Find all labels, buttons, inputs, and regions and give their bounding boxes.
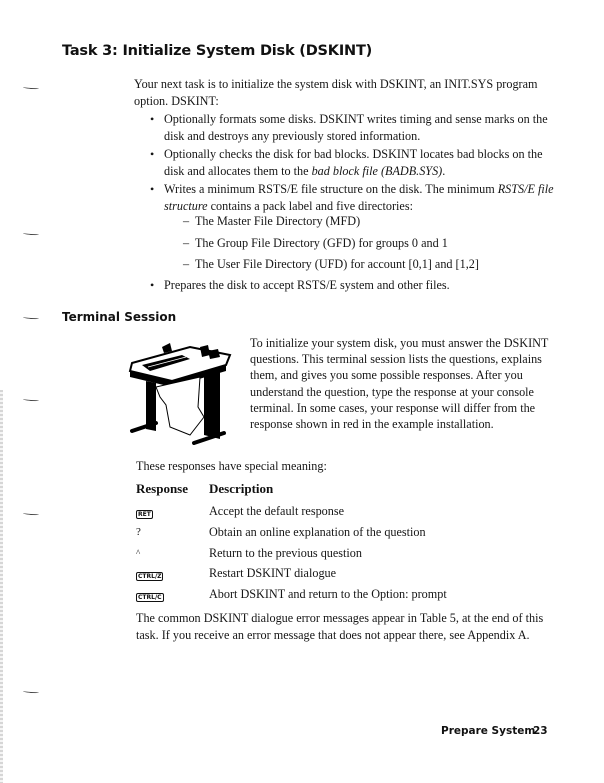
terminal-session-paragraph: To initialize your system disk, you must answer the DSKINT questions. This terminal session lists the questions, explains them, and gives you some possible responses. After you understand the question, type the response at your console terminal. In some cases, your response will differ from the response shown in red in the example installation. [250,336,549,432]
response-description: Obtain an online explanation of the question [209,525,426,539]
bullet-icon: • [150,182,155,196]
bullet-text: Prepares the disk to accept RSTS/E system and other files. [164,278,450,292]
bullet-icon: • [150,147,155,161]
terminal-printer-icon [120,335,245,445]
dash-icon: – [183,257,190,271]
binder-hole-mark [23,85,39,89]
directory-item [183,235,448,252]
binder-hole-mark [23,315,39,319]
response-description: Return to the previous question [209,546,362,560]
bullet-text: Optionally formats some disks. DSKINT writes timing and sense marks on the disk and destroys any previously stored information. [164,112,548,143]
bullet-italic-term: RSTS/E file structure [164,182,554,213]
column-header-description: Description [209,481,274,496]
bullet-text: Optionally checks the disk for bad blocks. DSKINT locates bad blocks on the disk and allocates them to the [164,147,543,178]
bullet-item [150,146,559,180]
bullet-icon: • [150,278,155,292]
response-key: ? [136,526,141,538]
bullet-item [150,277,559,294]
directory-item [183,256,479,273]
directory-text: The User File Directory (UFD) for account [0,1] and [1,2] [194,257,479,271]
binder-hole-mark [23,231,39,235]
response-description: Restart DSKINT dialogue [209,566,337,580]
intro-paragraph: Your next task is to initialize the system disk with DSKINT, an INIT.SYS program option. DSKINT: [134,77,538,108]
directory-text: The Group File Directory (GFD) for groups 0 and 1 [194,236,448,250]
bullet-italic-term: bad block file (BADB.SYS) [311,164,443,178]
directory-text: The Master File Directory (MFD) [194,214,361,228]
footer-section-title: Prepare System [441,725,536,737]
scan-edge [0,390,3,783]
response-description: Accept the default response [209,504,345,518]
bullet-item [150,181,559,215]
dash-icon: – [183,214,190,228]
bullet-text: Writes a minimum RSTS/E file structure on the disk. The minimum [164,182,498,196]
binder-hole-mark [23,397,39,401]
page-number: 23 [533,725,548,737]
directory-item [183,213,360,230]
binder-hole-mark [23,511,39,515]
special-responses-intro: These responses have special meaning: [136,459,327,473]
response-key: ^ [136,548,141,558]
bullet-icon: • [150,112,155,126]
bullet-text-end: . [442,164,446,178]
closing-paragraph: The common DSKINT dialogue error messages appear in Table 5, at the end of this task. If you receive an error message that does not appear there, see Appendix A. [136,611,544,642]
binder-hole-mark [23,689,39,693]
section-heading: Terminal Session [62,310,177,324]
column-header-response: Response [136,481,189,496]
bullet-text-end: contains a pack label and five directories: [207,199,413,213]
page-title: Task 3: Initialize System Disk (DSKINT) [62,43,373,59]
dash-icon: – [183,236,190,250]
bullet-item [150,111,559,145]
ret-key-icon: RET [138,511,151,518]
response-description: Abort DSKINT and return to the Option: prompt [209,587,447,601]
ctrl-c-key-icon: CTRL/C [138,594,162,601]
ctrl-z-key-icon: CTRL/Z [138,573,162,580]
